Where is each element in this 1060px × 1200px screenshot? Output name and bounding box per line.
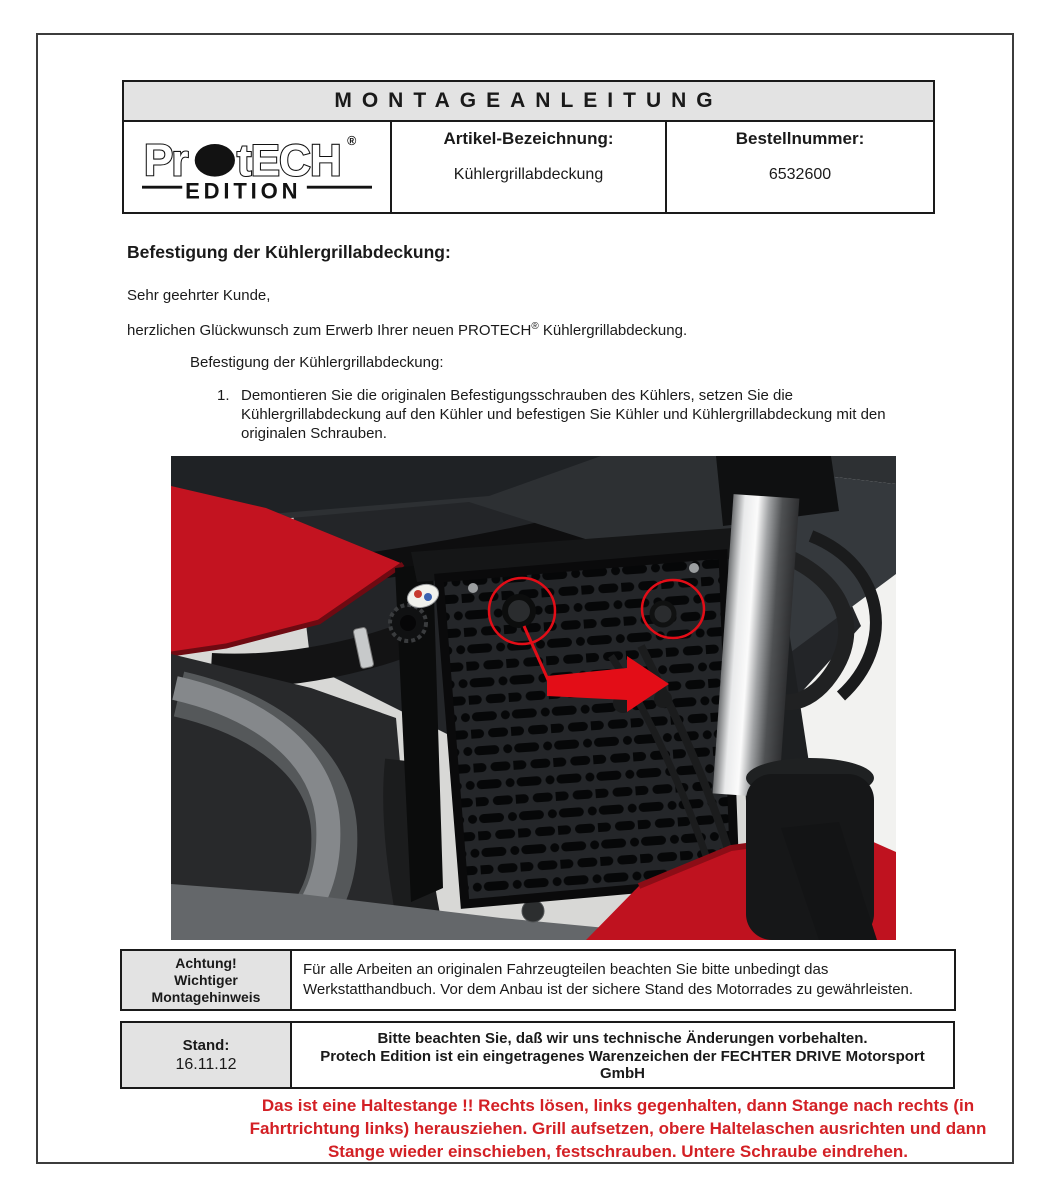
version-text-cell	[292, 1023, 953, 1087]
sub-heading: Befestigung der Kühlergrillabdeckung:	[190, 354, 444, 371]
section-heading: Befestigung der Kühlergrillabdeckung:	[127, 242, 451, 262]
order-number-cell	[667, 122, 933, 212]
protech-logo	[142, 129, 372, 205]
grill-screw-left	[468, 583, 478, 593]
version-line1: Bitte beachten Sie, daß wir uns technische Änderungen vorbehalten.	[377, 1030, 868, 1047]
grill-screw-right	[689, 563, 699, 573]
logo-text-left: Pr	[143, 136, 187, 186]
installation-photo	[171, 456, 896, 940]
mount-bolt-left	[505, 597, 533, 625]
instruction-step-1	[217, 386, 923, 443]
version-label-cell	[122, 1023, 292, 1087]
article-cell	[390, 122, 667, 212]
congrats-text: herzlichen Glückwunsch zum Erwerb Ihrer neuen PROTECH	[127, 322, 532, 339]
article-label: Artikel-Bezeichnung:	[443, 129, 614, 148]
engine-keyhole	[522, 900, 544, 922]
logo-registered-icon: ®	[347, 133, 357, 148]
notice-label-line1: Achtung!	[175, 954, 237, 971]
congratulations-line	[127, 321, 687, 339]
registered-mark: ®	[531, 321, 539, 332]
version-text	[292, 1023, 953, 1083]
document-border	[36, 33, 1014, 1164]
motorcycle-radiator-photo	[171, 456, 896, 940]
article-value: Kühlergrillabdeckung	[453, 166, 604, 183]
version-table	[120, 1021, 955, 1089]
order-number-label: Bestellnummer:	[735, 129, 865, 148]
version-label: Stand:	[182, 1036, 230, 1054]
radiator-cap-center	[400, 615, 416, 631]
red-warning-text: Das ist eine Haltestange !! Rechts lösen, links gegenhalten, dann Stange nach rechts (in Fahrtrichtung links) herausziehen. Grill aufsetzen, obere Haltelaschen ausrichten und dann Stange wieder einschieben, festschrauben. Untere Schraube eindrehen.	[249, 1096, 987, 1161]
logo-subtitle: EDITION	[185, 178, 302, 204]
salutation: Sehr geehrter Kunde,	[127, 287, 271, 304]
cable-guide-2	[654, 690, 672, 708]
notice-text: Für alle Arbeiten an originalen Fahrzeugteilen beachten Sie bitte unbedingt das Werkstatthandbuch. Vor dem Anbau ist der sichere Stand des Motorrades zu gewährleisten.	[303, 961, 914, 998]
logo-o-oval	[195, 144, 235, 177]
notice-table	[120, 949, 956, 1011]
logo-text-right: tECH	[236, 136, 341, 186]
cap-emblem-red	[414, 590, 422, 598]
step-text: Demontieren Sie die originalen Befestigungsschrauben des Kühlers, setzen Sie die Kühlergrillabdeckung auf den Kühler und befestigen Sie Kühler und Kühlergrillabdeckung mit den originalen Schrauben.	[241, 387, 886, 442]
step-number: 1.	[217, 387, 230, 404]
document-title: MONTAGEANLEITUNG	[124, 82, 933, 122]
notice-label-line3: Montagehinweis	[151, 988, 261, 1005]
radiator-grill	[439, 554, 735, 904]
notice-label-cell	[122, 951, 292, 1009]
version-date: 16.11.12	[175, 1055, 237, 1073]
notice-text-cell	[292, 951, 954, 1009]
congrats-text-end: Kühlergrillabdeckung.	[538, 322, 688, 339]
version-line2: Protech Edition ist ein eingetragenes Warenzeichen der FECHTER DRIVE Motorsport GmbH	[320, 1047, 925, 1082]
mount-bolt-right	[652, 603, 674, 625]
header-table	[122, 80, 935, 214]
cap-emblem-blue	[424, 593, 432, 601]
header-table-row	[124, 122, 933, 212]
logo-cell	[124, 122, 390, 212]
order-number-value: 6532600	[768, 166, 832, 183]
notice-label-line2: Wichtiger	[174, 971, 238, 988]
